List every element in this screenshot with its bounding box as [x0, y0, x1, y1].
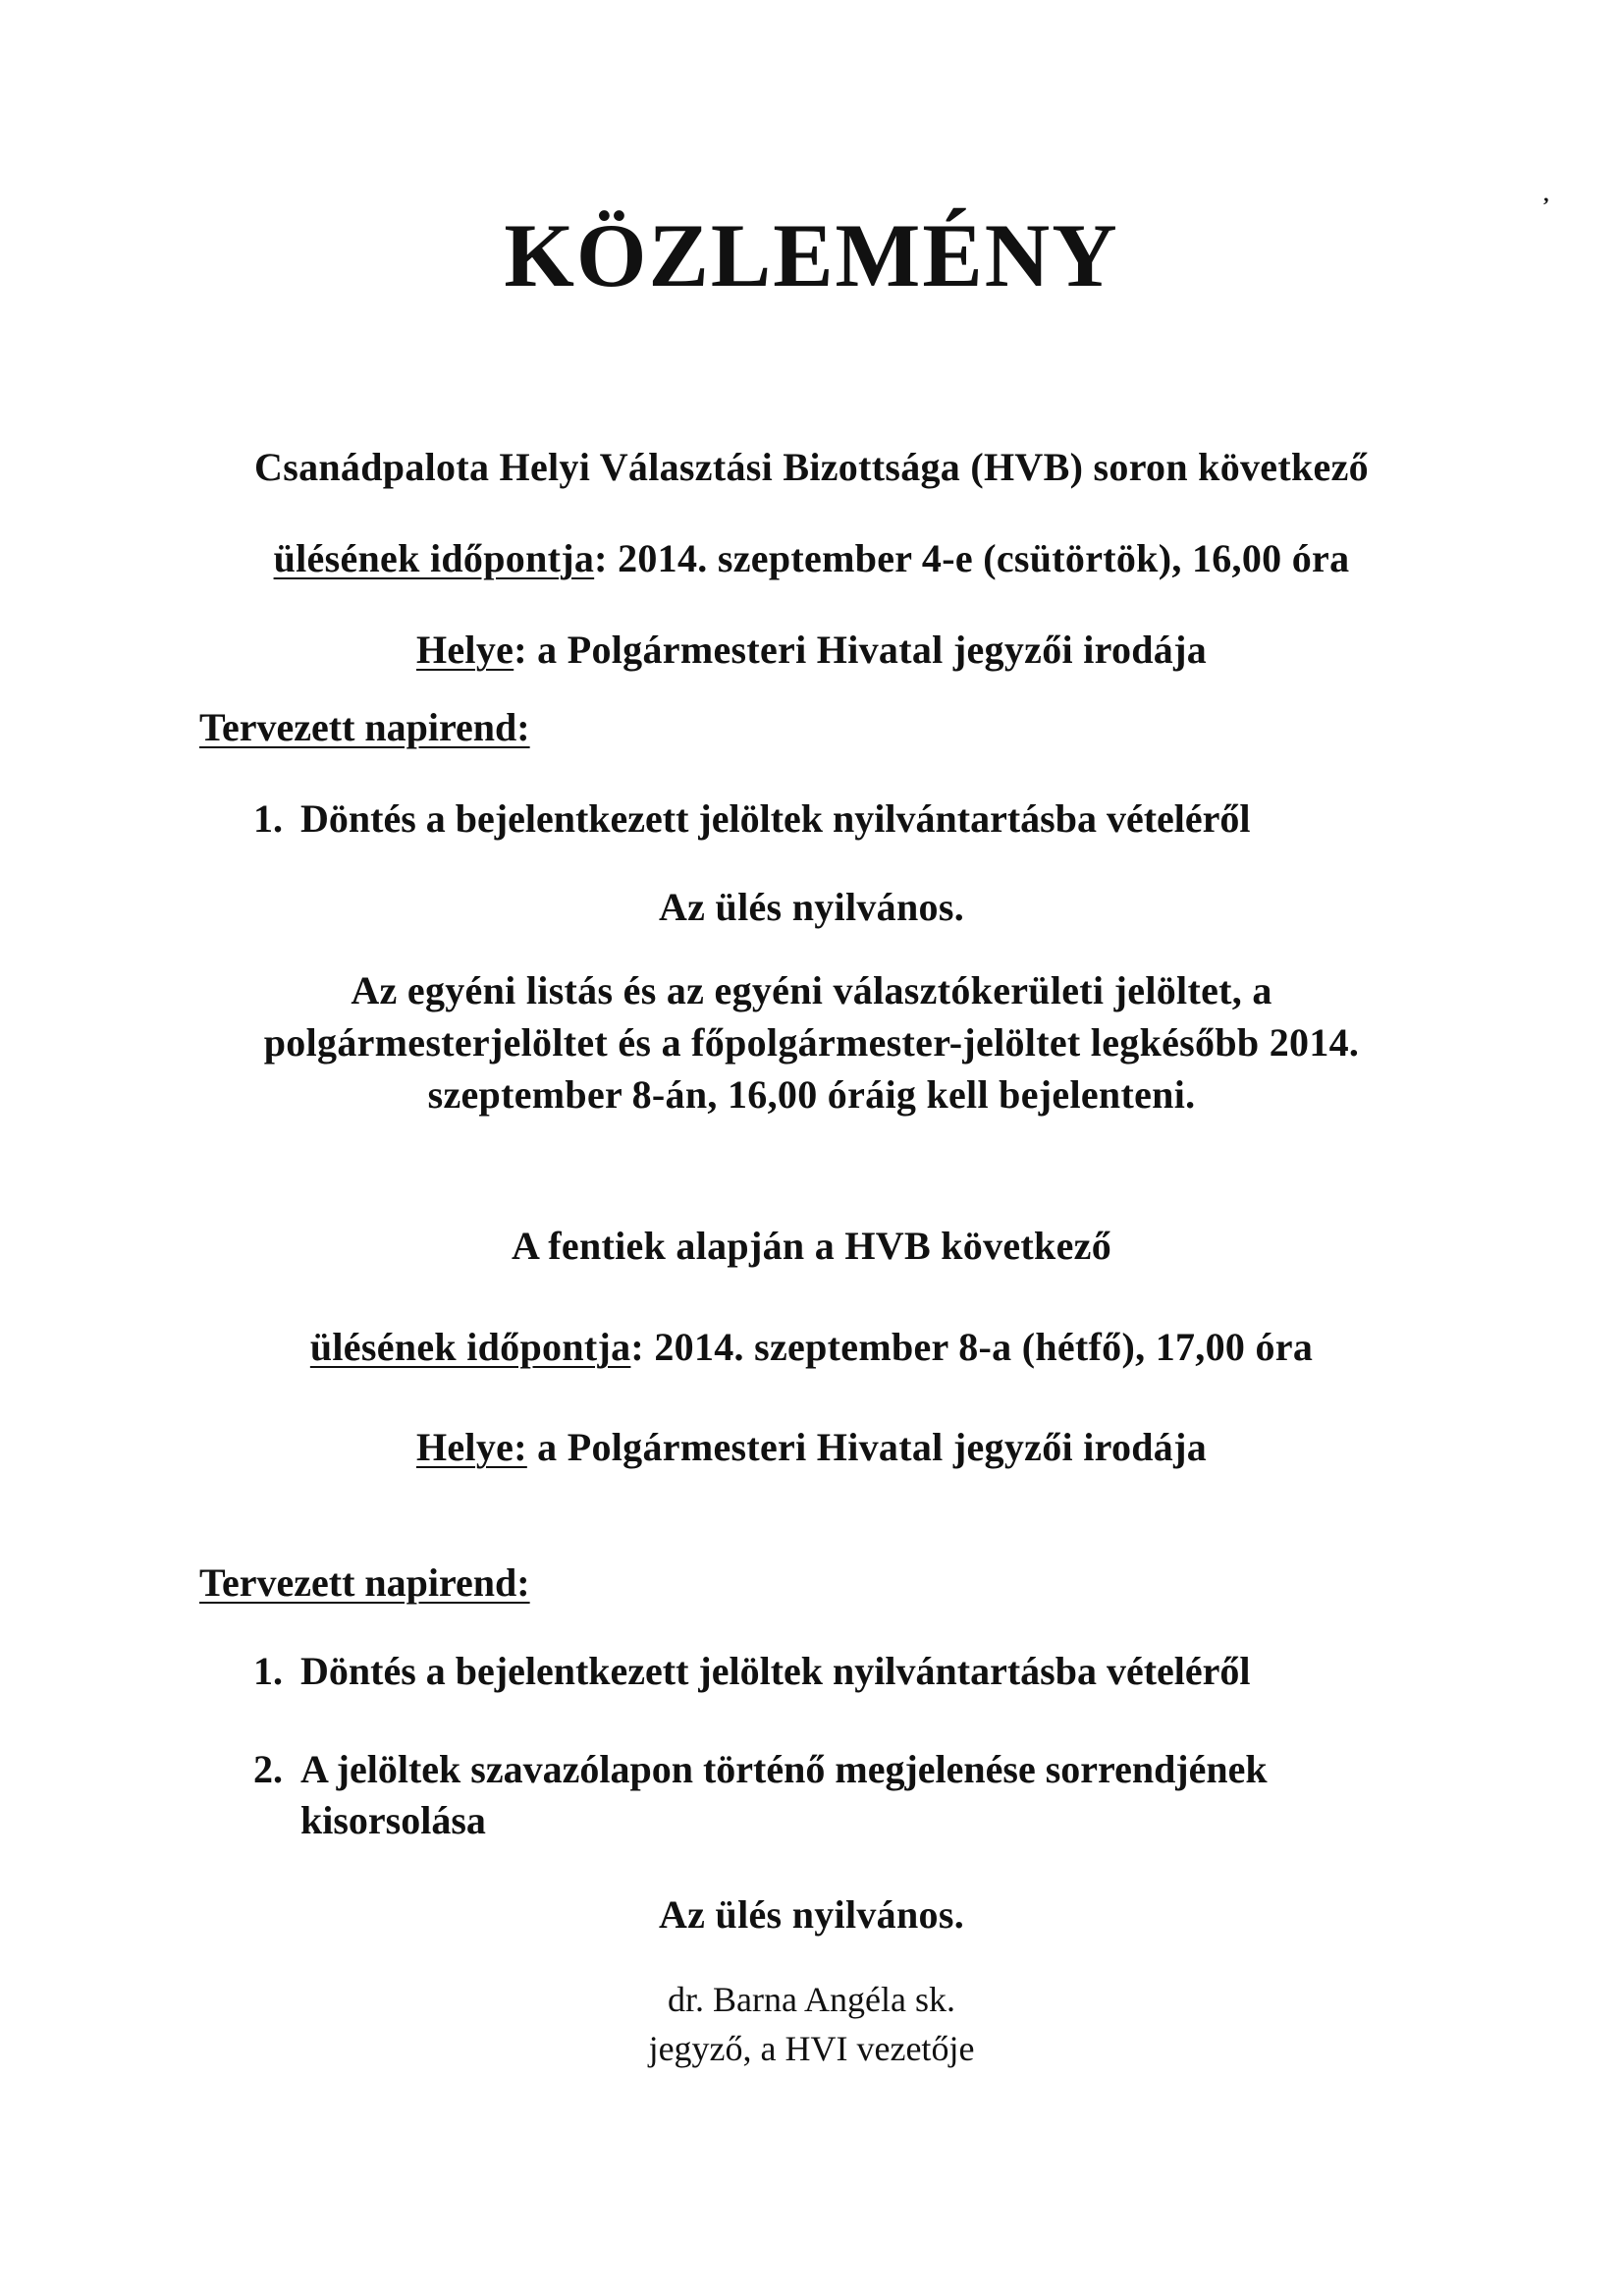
- agenda-item-number: 1.: [253, 796, 283, 841]
- document-title: KÖZLEMÉNY: [504, 205, 1119, 305]
- meeting2-time: [0, 1322, 1623, 1373]
- notice-line-3: szeptember 8-án, 16,00 óráig kell bejelenteni.: [427, 1072, 1196, 1117]
- agenda-item-text: Döntés a bejelentkezett jelöltek nyilvántartásba vételéről: [300, 1649, 1251, 1693]
- agenda-item-number: 2.: [253, 1747, 283, 1791]
- notice-line-1: Az egyéni listás és az egyéni választókerületi jelöltet, a: [351, 968, 1272, 1012]
- meeting1-agenda-heading: Tervezett napirend:: [199, 705, 530, 749]
- agenda-item-text: Döntés a bejelentkezett jelöltek nyilvántartásba vételéről: [300, 796, 1251, 841]
- meeting2-intro: A fentiek alapján a HVB következő: [511, 1224, 1111, 1268]
- meeting2-place: [0, 1422, 1623, 1473]
- signature-name: dr. Barna Angéla sk.: [668, 1980, 955, 2019]
- meeting1-time: [0, 533, 1623, 584]
- signature-role: jegyző, a HVI vezetője: [648, 2029, 975, 2068]
- meeting2-place-value: a Polgármesteri Hivatal jegyzői irodája: [526, 1425, 1208, 1469]
- meeting1-place: [0, 625, 1623, 676]
- meeting1-place-value: : a Polgármesteri Hivatal jegyzői irodája: [514, 628, 1208, 672]
- agenda-item-number: 1.: [253, 1649, 283, 1693]
- meeting1-time-value: : 2014. szeptember 4-e (csütörtök), 16,00 óra: [594, 536, 1350, 580]
- meeting2-public-note: Az ülés nyilvános.: [658, 1892, 964, 1937]
- meeting2-agenda-item-1: [253, 1646, 1251, 1697]
- meeting1-public-note: Az ülés nyilvános.: [658, 885, 964, 929]
- meeting2-place-label: Helye:: [415, 1425, 527, 1469]
- meeting2-agenda-heading: Tervezett napirend:: [199, 1560, 530, 1605]
- meeting2-agenda-item-2: [253, 1744, 1268, 1795]
- meeting1-time-label: ülésének időpontja: [273, 536, 595, 580]
- meeting2-time-value: : 2014. szeptember 8-a (hétfő), 17,00 óra: [630, 1325, 1314, 1369]
- agenda-item-text: A jelöltek szavazólapon történő megjelenése sorrendjének: [300, 1747, 1268, 1791]
- meeting1-place-label: Helye: [415, 628, 514, 672]
- notice-line-2: polgármesterjelöltet és a főpolgármester-jelöltet legkésőbb 2014.: [263, 1020, 1360, 1065]
- meeting1-agenda-item: [253, 793, 1251, 845]
- meeting2-agenda-item-2-continuation: kisorsolása: [300, 1798, 486, 1842]
- meeting1-intro: Csanádpalota Helyi Választási Bizottsága (HVB) soron következő: [254, 445, 1369, 489]
- meeting2-time-label: ülésének időpontja: [309, 1325, 631, 1369]
- scan-speck: ,: [1543, 182, 1549, 206]
